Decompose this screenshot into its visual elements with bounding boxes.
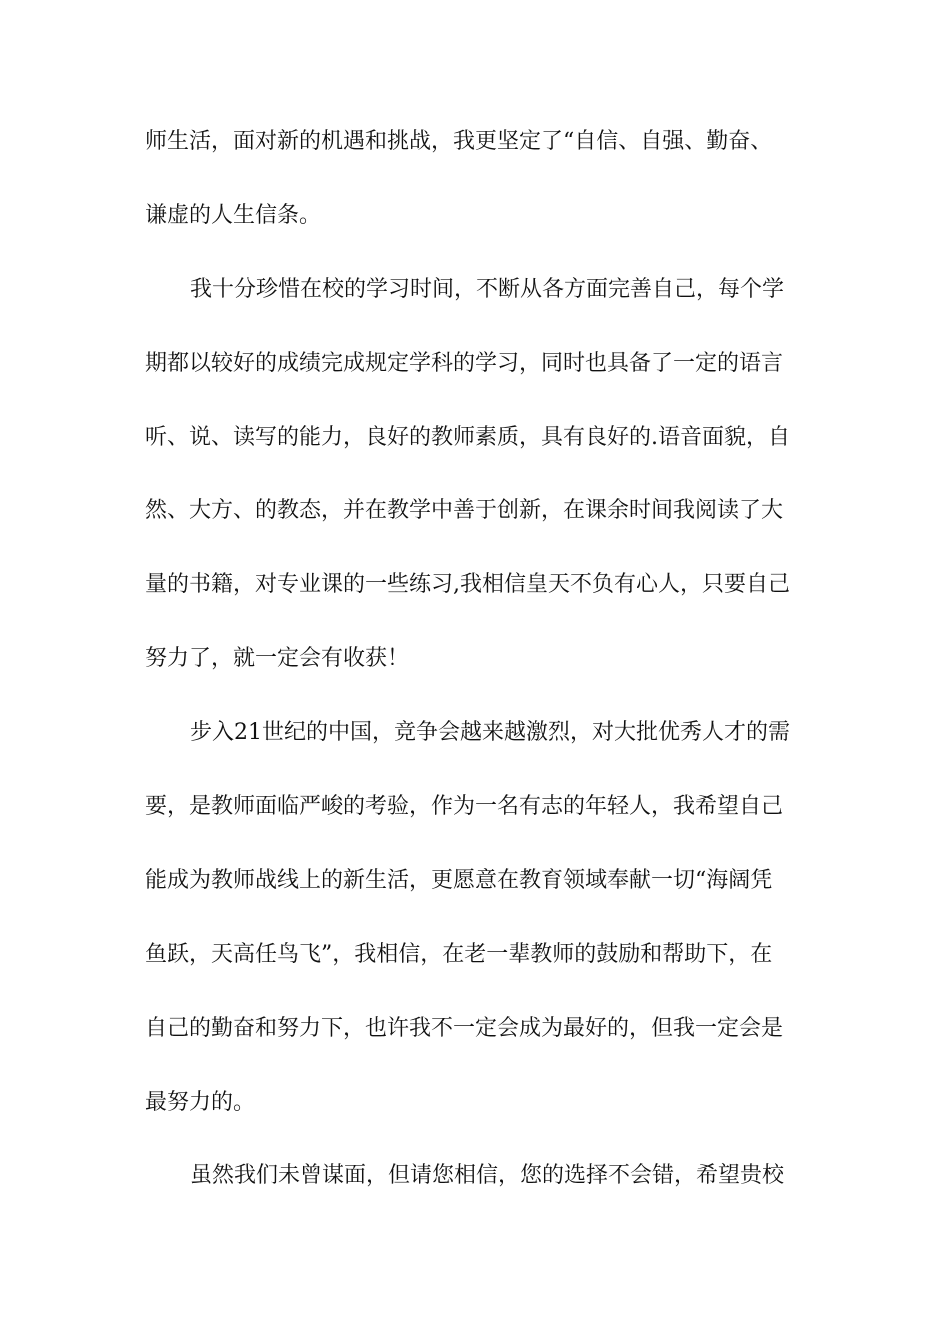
text-line: 要，是教师面临严峻的考验，作为一名有志的年轻人，我希望自己: [145, 794, 784, 820]
text-line: 期都以较好的成绩完成规定学科的学习，同时也具备了一定的语言: [145, 350, 784, 376]
paragraph-start-line: 我十分珍惜在校的学习时间，不断从各方面完善自己，每个学: [190, 276, 785, 302]
text-line: 谦虚的人生信条。: [145, 202, 322, 228]
text-line: 量的书籍，对专业课的一些练习,我相信皇天不负有心人，只要自己: [145, 572, 790, 598]
text-line: 然、大方、的教态，并在教学中善于创新，在课余时间我阅读了大: [145, 498, 784, 524]
text-line: 鱼跃，天高任鸟飞”，我相信，在老一辈教师的鼓励和帮助下，在: [145, 941, 773, 967]
text-line: 能成为教师战线上的新生活，更愿意在教育领域奉献一切“海阔凭: [145, 867, 773, 893]
paragraph-start-line: 步入21世纪的中国，竞争会越来越激烈，对大批优秀人才的需: [190, 720, 790, 746]
text-line: 师生活，面对新的机遇和挑战，我更坚定了“自信、自强、勤奋、: [145, 129, 773, 154]
text-line: 努力了，就一定会有收获！: [145, 646, 410, 672]
body-text: [145, 122, 807, 1230]
paragraph-start-line: 虽然我们未曾谋面，但请您相信，您的选择不会错，希望贵校: [190, 1163, 785, 1189]
text-line: 听、说、读写的能力，良好的教师素质，具有良好的.语音面貌，自: [145, 424, 790, 450]
text-line: 自己的勤奋和努力下，也许我不一定会成为最好的，但我一定会是: [145, 1015, 784, 1041]
text-line: 最努力的。: [145, 1089, 256, 1115]
